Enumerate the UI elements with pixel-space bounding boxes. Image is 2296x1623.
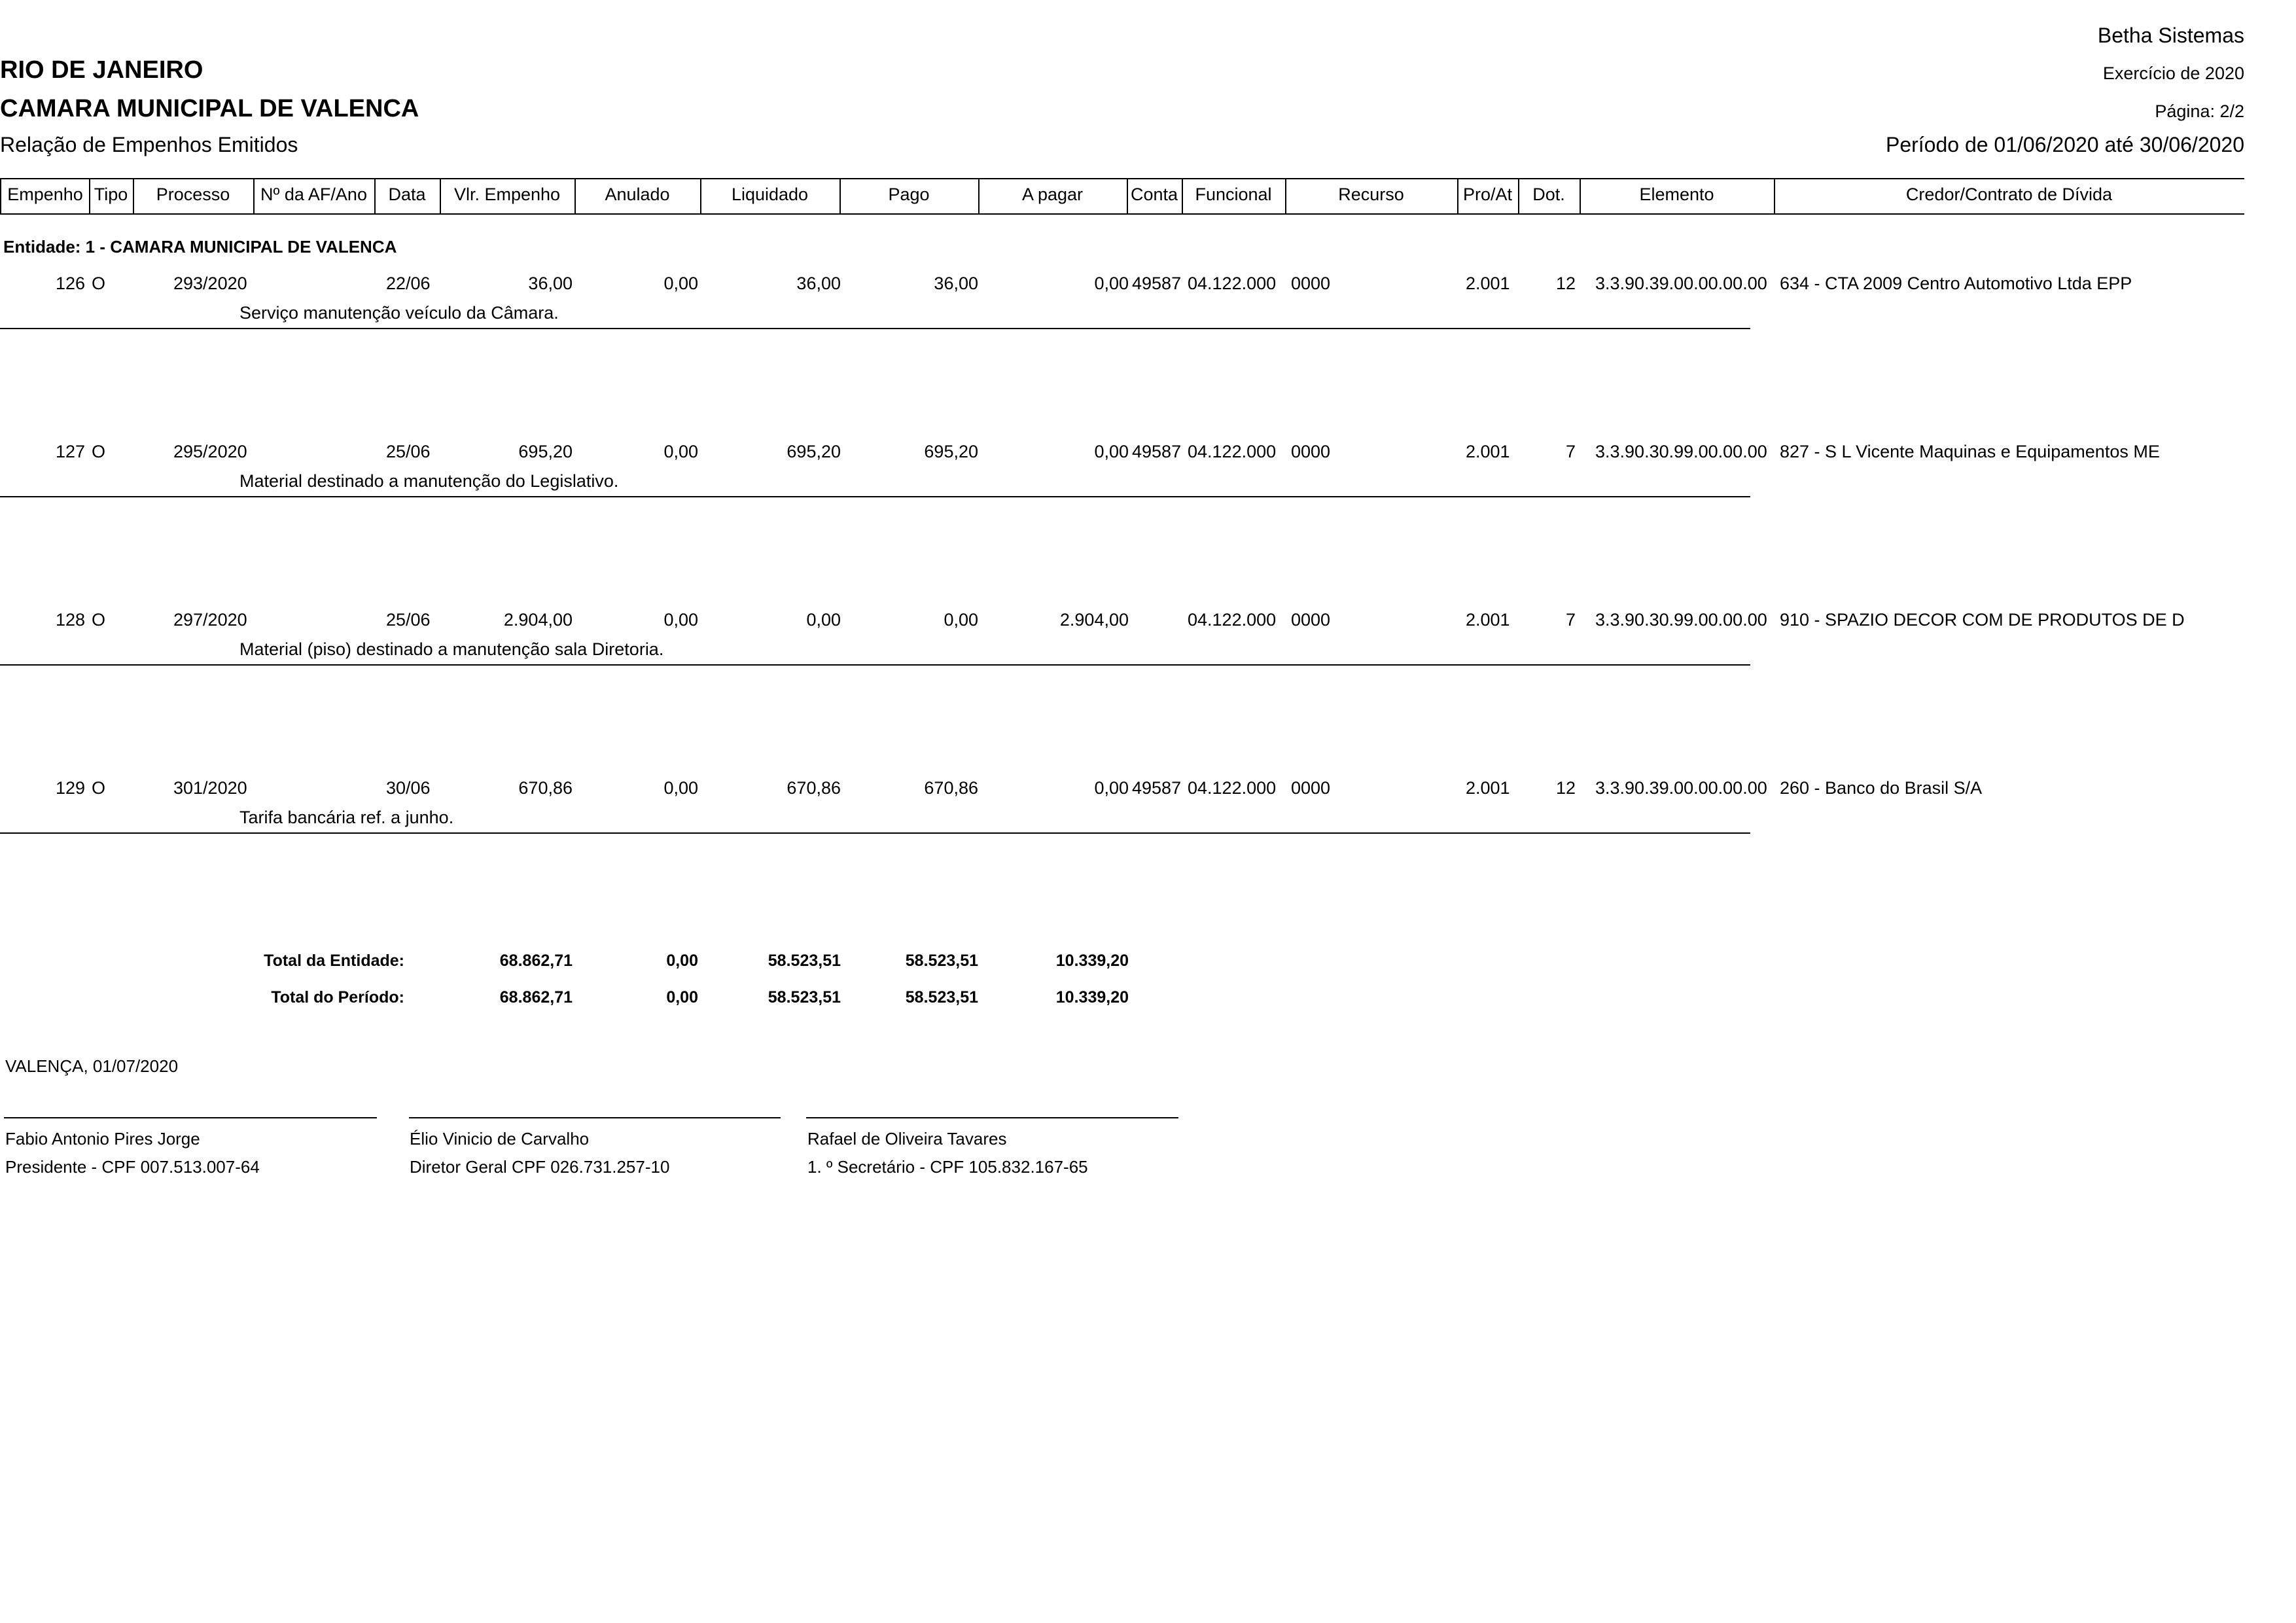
cell-elemento: 3.3.90.39.00.00.00.00 — [1595, 274, 1767, 293]
signatory-role: Diretor Geral CPF 026.731.257-10 — [410, 1157, 670, 1177]
cell-elemento: 3.3.90.30.99.00.00.00 — [1595, 442, 1767, 461]
col-af-ano: Nº da AF/Ano — [260, 185, 367, 204]
total-liquidado: 58.523,51 — [768, 952, 841, 970]
total-apagar: 10.339,20 — [1055, 952, 1129, 970]
cell-vlr: 36,00 — [528, 274, 573, 293]
total-anulado: 0,00 — [666, 988, 698, 1007]
col-data: Data — [388, 185, 426, 204]
col-a-pagar: A pagar — [1021, 185, 1084, 204]
cell-recurso: 0000 — [1291, 778, 1331, 798]
cell-tipo: O — [92, 442, 106, 461]
cell-pago: 670,86 — [924, 778, 978, 798]
cell-elemento: 3.3.90.39.00.00.00.00 — [1595, 778, 1767, 798]
cell-apagar: 2.904,00 — [1059, 610, 1129, 630]
cell-proat: 2.001 — [1466, 442, 1510, 461]
col-funcional: Funcional — [1195, 185, 1272, 204]
row-description: Material (piso) destinado a manutenção sala Diretoria. — [239, 639, 664, 659]
cell-anulado: 0,00 — [663, 442, 698, 461]
cell-proat: 2.001 — [1466, 274, 1510, 293]
total-vlr: 68.862,71 — [499, 988, 573, 1007]
signature-line-1 — [4, 1117, 377, 1118]
cell-proat: 2.001 — [1466, 778, 1510, 798]
cell-apagar: 0,00 — [1094, 778, 1129, 798]
exercise-label: Exercício de 2020 — [2102, 63, 2244, 83]
cell-empenho: 129 — [55, 778, 85, 798]
cell-empenho: 127 — [55, 442, 85, 461]
cell-conta: 49587 — [1132, 274, 1181, 293]
cell-dot: 12 — [1555, 274, 1576, 293]
signatory-role: 1. º Secretário - CPF 105.832.167-65 — [807, 1157, 1088, 1177]
col-processo: Processo — [156, 185, 230, 204]
cell-vlr: 2.904,00 — [503, 610, 573, 630]
row-description: Tarifa bancária ref. a junho. — [239, 808, 454, 827]
company-name: Betha Sistemas — [2097, 24, 2244, 47]
signature-line-3 — [806, 1117, 1178, 1118]
cell-pago: 695,20 — [924, 442, 978, 461]
cell-recurso: 0000 — [1291, 610, 1331, 630]
cell-apagar: 0,00 — [1094, 274, 1129, 293]
cell-liquidado: 670,86 — [786, 778, 841, 798]
entity-title: CAMARA MUNICIPAL DE VALENCA — [0, 95, 419, 122]
report-title: Relação de Empenhos Emitidos — [0, 133, 298, 156]
col-tipo: Tipo — [94, 185, 128, 204]
col-liquidado: Liquidado — [731, 185, 809, 204]
col-pago: Pago — [888, 185, 930, 204]
period-label: Período de 01/06/2020 até 30/06/2020 — [1885, 133, 2244, 156]
col-empenho: Empenho — [7, 185, 83, 204]
total-anulado: 0,00 — [666, 952, 698, 970]
signatory-name: Rafael de Oliveira Tavares — [807, 1129, 1007, 1149]
cell-funcional: 04.122.000 — [1188, 442, 1277, 461]
cell-proat: 2.001 — [1466, 610, 1510, 630]
cell-liquidado: 0,00 — [806, 610, 841, 630]
row-separator — [0, 664, 1750, 666]
cell-apagar: 0,00 — [1094, 442, 1129, 461]
cell-data: 30/06 — [386, 778, 431, 798]
signatory-name: Fabio Antonio Pires Jorge — [5, 1129, 200, 1149]
cell-dot: 7 — [1565, 442, 1576, 461]
row-separator — [0, 832, 1750, 834]
cell-liquidado: 36,00 — [796, 274, 841, 293]
cell-elemento: 3.3.90.30.99.00.00.00 — [1595, 610, 1767, 630]
cell-anulado: 0,00 — [663, 778, 698, 798]
cell-processo: 301/2020 — [173, 778, 247, 798]
cell-conta: 49587 — [1132, 442, 1181, 461]
cell-dot: 7 — [1565, 610, 1576, 630]
cell-processo: 293/2020 — [173, 274, 247, 293]
cell-tipo: O — [92, 274, 106, 293]
cell-credor: 827 - S L Vicente Maquinas e Equipamentos ME — [1780, 442, 2160, 461]
page-number: Página: 2/2 — [2155, 101, 2244, 121]
entity-section-label: Entidade: 1 - CAMARA MUNICIPAL DE VALENCA — [3, 237, 397, 257]
col-credor: Credor/Contrato de Dívida — [1905, 185, 2113, 204]
row-separator — [0, 496, 1750, 497]
total-label: Total da Entidade: — [264, 952, 404, 970]
cell-credor: 910 - SPAZIO DECOR COM DE PRODUTOS DE D — [1780, 610, 2185, 630]
cell-data: 25/06 — [386, 610, 431, 630]
cell-processo: 295/2020 — [173, 442, 247, 461]
cell-empenho: 128 — [55, 610, 85, 630]
signature-line-2 — [409, 1117, 781, 1118]
cell-pago: 0,00 — [944, 610, 978, 630]
cell-anulado: 0,00 — [663, 610, 698, 630]
cell-funcional: 04.122.000 — [1188, 274, 1277, 293]
cell-credor: 260 - Banco do Brasil S/A — [1780, 778, 1983, 798]
col-pro-at: Pro/At — [1462, 185, 1513, 204]
place-date: VALENÇA, 01/07/2020 — [5, 1056, 179, 1076]
header-bottom-rule — [0, 213, 2244, 215]
col-recurso: Recurso — [1338, 185, 1404, 204]
total-vlr: 68.862,71 — [499, 952, 573, 970]
col-elemento: Elemento — [1639, 185, 1714, 204]
col-conta: Conta — [1130, 185, 1178, 204]
cell-empenho: 126 — [55, 274, 85, 293]
cell-vlr: 695,20 — [518, 442, 573, 461]
signatory-role: Presidente - CPF 007.513.007-64 — [5, 1157, 260, 1177]
cell-processo: 297/2020 — [173, 610, 247, 630]
cell-recurso: 0000 — [1291, 442, 1331, 461]
cell-pago: 36,00 — [934, 274, 978, 293]
total-liquidado: 58.523,51 — [768, 988, 841, 1007]
cell-vlr: 670,86 — [518, 778, 573, 798]
cell-data: 22/06 — [386, 274, 431, 293]
total-label: Total do Período: — [271, 988, 404, 1007]
col-vlr-empenho: Vlr. Empenho — [453, 185, 561, 204]
total-apagar: 10.339,20 — [1055, 988, 1129, 1007]
col-dot: Dot. — [1532, 185, 1565, 204]
row-separator — [0, 328, 1750, 329]
cell-liquidado: 695,20 — [786, 442, 841, 461]
cell-credor: 634 - CTA 2009 Centro Automotivo Ltda EPP — [1780, 274, 2132, 293]
signatory-name: Élio Vinicio de Carvalho — [410, 1129, 590, 1149]
cell-conta: 49587 — [1132, 778, 1181, 798]
total-pago: 58.523,51 — [905, 952, 978, 970]
total-pago: 58.523,51 — [905, 988, 978, 1007]
cell-dot: 12 — [1555, 778, 1576, 798]
row-description: Material destinado a manutenção do Legislativo. — [239, 471, 619, 491]
cell-tipo: O — [92, 778, 106, 798]
state-title: RIO DE JANEIRO — [0, 56, 203, 84]
cell-funcional: 04.122.000 — [1188, 778, 1277, 798]
cell-recurso: 0000 — [1291, 274, 1331, 293]
cell-anulado: 0,00 — [663, 274, 698, 293]
cell-tipo: O — [92, 610, 106, 630]
header-top-rule — [0, 178, 2244, 179]
row-description: Serviço manutenção veículo da Câmara. — [239, 303, 559, 323]
cell-data: 25/06 — [386, 442, 431, 461]
col-anulado: Anulado — [605, 185, 670, 204]
cell-funcional: 04.122.000 — [1188, 610, 1277, 630]
